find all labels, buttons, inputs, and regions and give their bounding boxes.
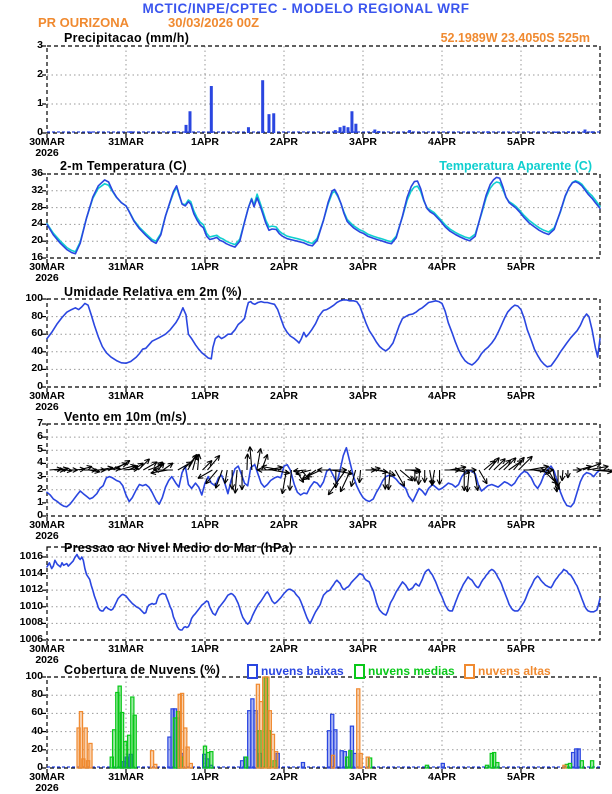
y-tick-label: 32 <box>10 185 43 196</box>
panel-title-pressure: Pressao ao Nivel Medio do Mar (hPa) <box>64 541 293 555</box>
x-tick-label: 31MAR <box>103 772 149 783</box>
x-tick-label: 31MAR <box>103 520 149 531</box>
y-tick-label: 20 <box>10 235 43 246</box>
y-tick-label: 1 <box>10 497 43 508</box>
y-tick-label: 1014 <box>10 568 43 579</box>
x-tick-label: 1APR <box>182 262 228 273</box>
x-tick-label: 4APR <box>419 137 465 148</box>
y-tick-label: 1 <box>10 98 43 109</box>
x-tick-label: 1APR <box>182 137 228 148</box>
y-tick-label: 0 <box>10 510 43 521</box>
x-tick-label: 4APR <box>419 644 465 655</box>
legend-label-nuvens-altas: nuvens altas <box>478 664 551 678</box>
panel-title-wind: Vento em 10m (m/s) <box>64 410 187 424</box>
x-tick-year-label: 2026 <box>24 273 70 284</box>
x-tick-label: 1APR <box>182 391 228 402</box>
station-name: PR OURIZONA <box>38 15 129 30</box>
panel-title-humidity: Umidade Relativa em 2m (%) <box>64 285 242 299</box>
y-tick-label: 3 <box>10 40 43 51</box>
x-tick-label: 1APR <box>182 772 228 783</box>
y-tick-label: 36 <box>10 168 43 179</box>
y-tick-label: 60 <box>10 707 43 718</box>
y-tick-label: 0 <box>10 381 43 392</box>
x-tick-label: 30MAR <box>24 644 70 655</box>
y-tick-label: 80 <box>10 689 43 700</box>
x-tick-year-label: 2026 <box>24 655 70 666</box>
y-tick-label: 2 <box>10 484 43 495</box>
x-tick-label: 5APR <box>498 644 544 655</box>
y-tick-label: 7 <box>10 418 43 429</box>
x-tick-label: 31MAR <box>103 644 149 655</box>
y-tick-label: 100 <box>10 293 43 304</box>
y-tick-label: 3 <box>10 471 43 482</box>
x-tick-label: 31MAR <box>103 391 149 402</box>
location-info: 52.1989W 23.4050S 525m <box>340 31 590 45</box>
x-tick-label: 2APR <box>261 391 307 402</box>
legend-temperatura-aparente: Temperatura Aparente (C) <box>340 159 592 173</box>
y-tick-label: 80 <box>10 311 43 322</box>
x-tick-label: 2APR <box>261 772 307 783</box>
y-tick-label: 5 <box>10 444 43 455</box>
x-tick-label: 31MAR <box>103 262 149 273</box>
y-tick-label: 1006 <box>10 634 43 645</box>
x-tick-label: 5APR <box>498 391 544 402</box>
legend-label-nuvens-medias: nuvens medias <box>368 664 455 678</box>
x-tick-label: 30MAR <box>24 137 70 148</box>
x-tick-label: 4APR <box>419 262 465 273</box>
y-tick-label: 4 <box>10 457 43 468</box>
x-tick-label: 2APR <box>261 520 307 531</box>
panel-title-precipitation: Precipitacao (mm/h) <box>64 31 189 45</box>
x-tick-label: 3APR <box>340 262 386 273</box>
y-tick-label: 0 <box>10 127 43 138</box>
x-tick-label: 30MAR <box>24 520 70 531</box>
y-tick-label: 1012 <box>10 584 43 595</box>
x-tick-label: 3APR <box>340 520 386 531</box>
x-tick-label: 2APR <box>261 137 307 148</box>
x-tick-label: 5APR <box>498 772 544 783</box>
x-tick-label: 30MAR <box>24 772 70 783</box>
y-tick-label: 100 <box>10 671 43 682</box>
x-tick-label: 2APR <box>261 644 307 655</box>
x-tick-label: 1APR <box>182 644 228 655</box>
panel-title-clouds: Cobertura de Nuvens (%) <box>64 663 220 677</box>
legend-swatch-nuvens-altas <box>464 664 475 679</box>
legend-swatch-nuvens-baixas <box>247 664 258 679</box>
run-datetime: 30/03/2026 00Z <box>168 15 259 30</box>
y-tick-label: 24 <box>10 218 43 229</box>
x-tick-label: 4APR <box>419 520 465 531</box>
x-tick-label: 3APR <box>340 391 386 402</box>
x-tick-label: 4APR <box>419 772 465 783</box>
legend-swatch-nuvens-medias <box>354 664 365 679</box>
y-tick-label: 1008 <box>10 617 43 628</box>
x-tick-label: 31MAR <box>103 137 149 148</box>
x-tick-year-label: 2026 <box>24 148 70 159</box>
y-tick-label: 2 <box>10 69 43 80</box>
y-tick-label: 40 <box>10 726 43 737</box>
y-tick-label: 16 <box>10 252 43 263</box>
y-tick-label: 60 <box>10 328 43 339</box>
panel-title-temperature: 2-m Temperatura (C) <box>60 159 187 173</box>
x-tick-year-label: 2026 <box>24 402 70 413</box>
y-tick-label: 1016 <box>10 551 43 562</box>
y-tick-label: 20 <box>10 363 43 374</box>
x-tick-label: 3APR <box>340 137 386 148</box>
x-tick-label: 5APR <box>498 262 544 273</box>
y-tick-label: 1010 <box>10 601 43 612</box>
x-tick-label: 30MAR <box>24 391 70 402</box>
x-tick-year-label: 2026 <box>24 783 70 794</box>
x-tick-label: 5APR <box>498 137 544 148</box>
x-tick-label: 1APR <box>182 520 228 531</box>
y-tick-label: 40 <box>10 346 43 357</box>
x-tick-label: 5APR <box>498 520 544 531</box>
page-title: MCTIC/INPE/CPTEC - MODELO REGIONAL WRF <box>0 1 612 16</box>
x-tick-year-label: 2026 <box>24 531 70 542</box>
x-tick-label: 3APR <box>340 644 386 655</box>
legend-label-nuvens-baixas: nuvens baixas <box>261 664 344 678</box>
x-tick-label: 30MAR <box>24 262 70 273</box>
y-tick-label: 6 <box>10 431 43 442</box>
x-tick-label: 4APR <box>419 391 465 402</box>
y-tick-label: 28 <box>10 202 43 213</box>
x-tick-label: 2APR <box>261 262 307 273</box>
y-tick-label: 0 <box>10 762 43 773</box>
x-tick-label: 3APR <box>340 772 386 783</box>
y-tick-label: 20 <box>10 744 43 755</box>
